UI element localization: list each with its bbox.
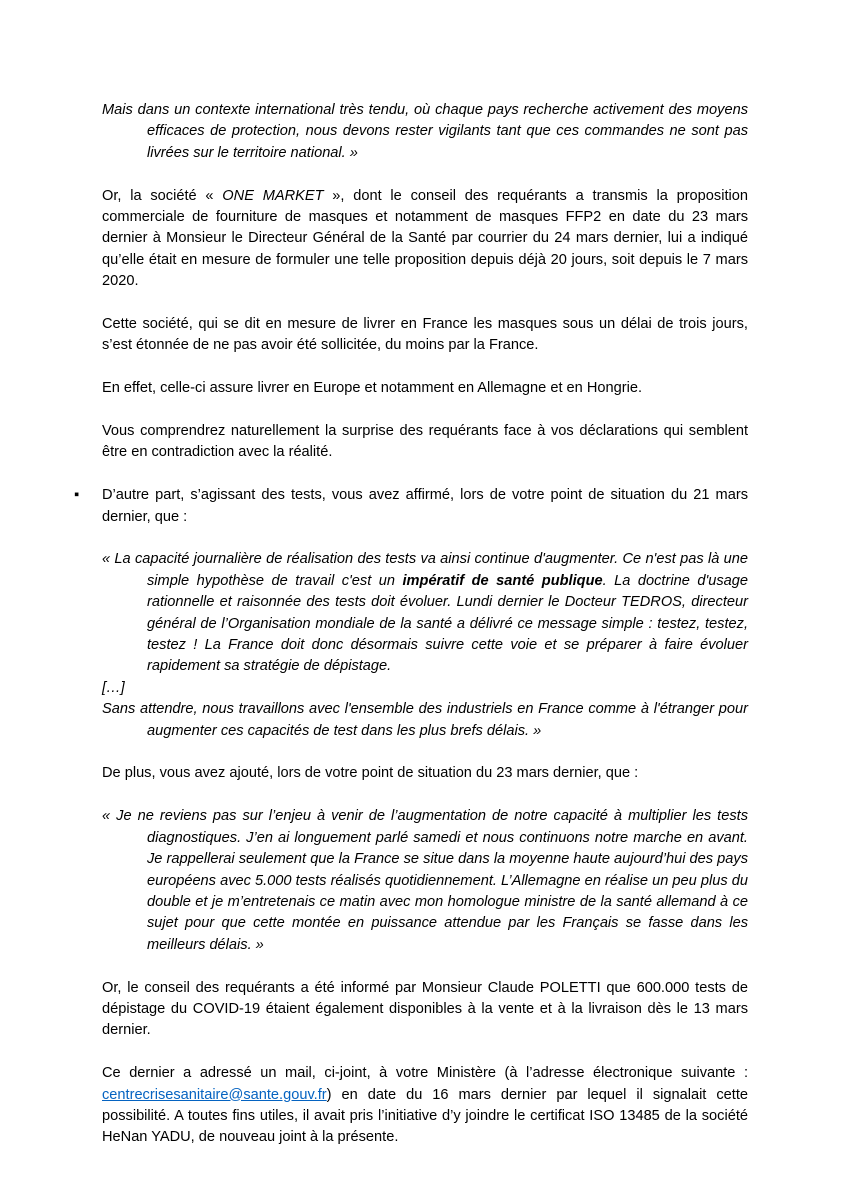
poletti-paragraph: Or, le conseil des requérants a été informé par Monsieur Claude POLETTI que 600.000 tests de dépistage du COVID-19 étaient également disponibles à la vente et à la livraison dès le 13 mars dernier.: [102, 979, 748, 1039]
quote-end-paragraph: Mais dans un contexte international très tendu, où chaque pays recherche activement des moyens efficaces de protection, nous devons rester vigilants tant que ces commandes ne sont pas livrées sur le territoire national. »: [102, 102, 748, 161]
one-market-paragraph: [102, 186, 748, 293]
text-run: ) en date du 16 mars dernier par lequel il signalait cette possibilité. A toutes fins utiles, il avait pris l’initiative d’y joindre le certificat ISO 13485 de la société HeNan YADU, de nouveau joint à la présente.: [102, 1086, 748, 1146]
email-link[interactable]: centrecrisesanitaire@sante.gouv.fr: [102, 1086, 327, 1103]
document-page: [74, 100, 748, 1170]
text-run: « La capacité journalière de réalisation des tests va ainsi continue d'augmenter. Ce n'est pas là une simple hypothèse de travail c'est un: [102, 551, 748, 589]
company-name: ONE MARKET: [222, 187, 324, 204]
quote-1-paragraph: [102, 549, 748, 677]
europe-paragraph: En effet, celle-ci assure livrer en Europe et notamment en Allemagne et en Hongrie.: [102, 380, 642, 397]
bold-phrase: impératif de santé publique: [402, 572, 603, 589]
bullet-icon: ▪: [74, 487, 80, 504]
bullet-item: [74, 485, 748, 528]
addition-paragraph: De plus, vous avez ajouté, lors de votre point de situation du 23 mars dernier, que :: [102, 765, 639, 782]
text-run: . La doctrine d'usage rationnelle et raisonnée des tests doit évoluer. Lundi dernier le Docteur TEDROS, directeur général de l’Organisation mondiale de la santé a délivré ce message simple : testez, testez, testez ! La France doit donc désormais suivre cette voie et se préparer à faire évoluer rapidement sa stratégie de dépistage.: [147, 572, 748, 675]
text-run: Or, la société «: [102, 187, 223, 204]
tests-intro-paragraph: D’autre part, s’agissant des tests, vous avez affirmé, lors de votre point de situation du 21 mars dernier, que :: [102, 487, 748, 525]
delivery-paragraph: Cette société, qui se dit en mesure de livrer en France les masques sous un délai de trois jours, s’est étonnée de ne pas avoir été sollicitée, du moins par la France.: [102, 316, 748, 354]
quote-ellipsis: […]: [102, 679, 125, 696]
surprise-paragraph: Vous comprendrez naturellement la surprise des requérants face à vos déclarations qui semblent être en contradiction avec la réalité.: [102, 423, 748, 461]
quote-1-end: Sans attendre, nous travaillons avec l'ensemble des industriels en France comme à l'étranger pour augmenter ces capacités de test dans les plus brefs délais. »: [102, 701, 748, 739]
text-run: Ce dernier a adressé un mail, ci-joint, à votre Ministère (à l’adresse électronique suivante :: [102, 1065, 748, 1082]
mail-paragraph: [102, 1063, 748, 1149]
text-run: », dont le conseil des requérants a transmis la proposition commerciale de fourniture de masques et notamment de masques FFP2 en date du 23 mars dernier à Monsieur le Directeur Général de la Santé par courrier du 24 mars dernier, lui a indiqué qu’elle était en mesure de formuler une telle proposition depuis déjà 20 jours, soit depuis le 7 mars 2020.: [102, 187, 748, 290]
quote-2-paragraph: « Je ne reviens pas sur l’enjeu à venir de l’augmentation de notre capacité à multiplier les tests diagnostiques. J’en ai longuement parlé samedi et nous continuons notre marche en avant. Je rappellerai seulement que la France se situe dans la moyenne haute aujourd’hui des pays européens avec 5.000 tests réalisés quotidiennement. L’Allemagne en réalise un peu plus du double et je m’entretenais ce matin avec mon homologue ministre de la santé allemand à ce sujet pour que cette montée en puissance attendue par les Français se fasse dans les meilleurs délais. »: [102, 808, 748, 953]
